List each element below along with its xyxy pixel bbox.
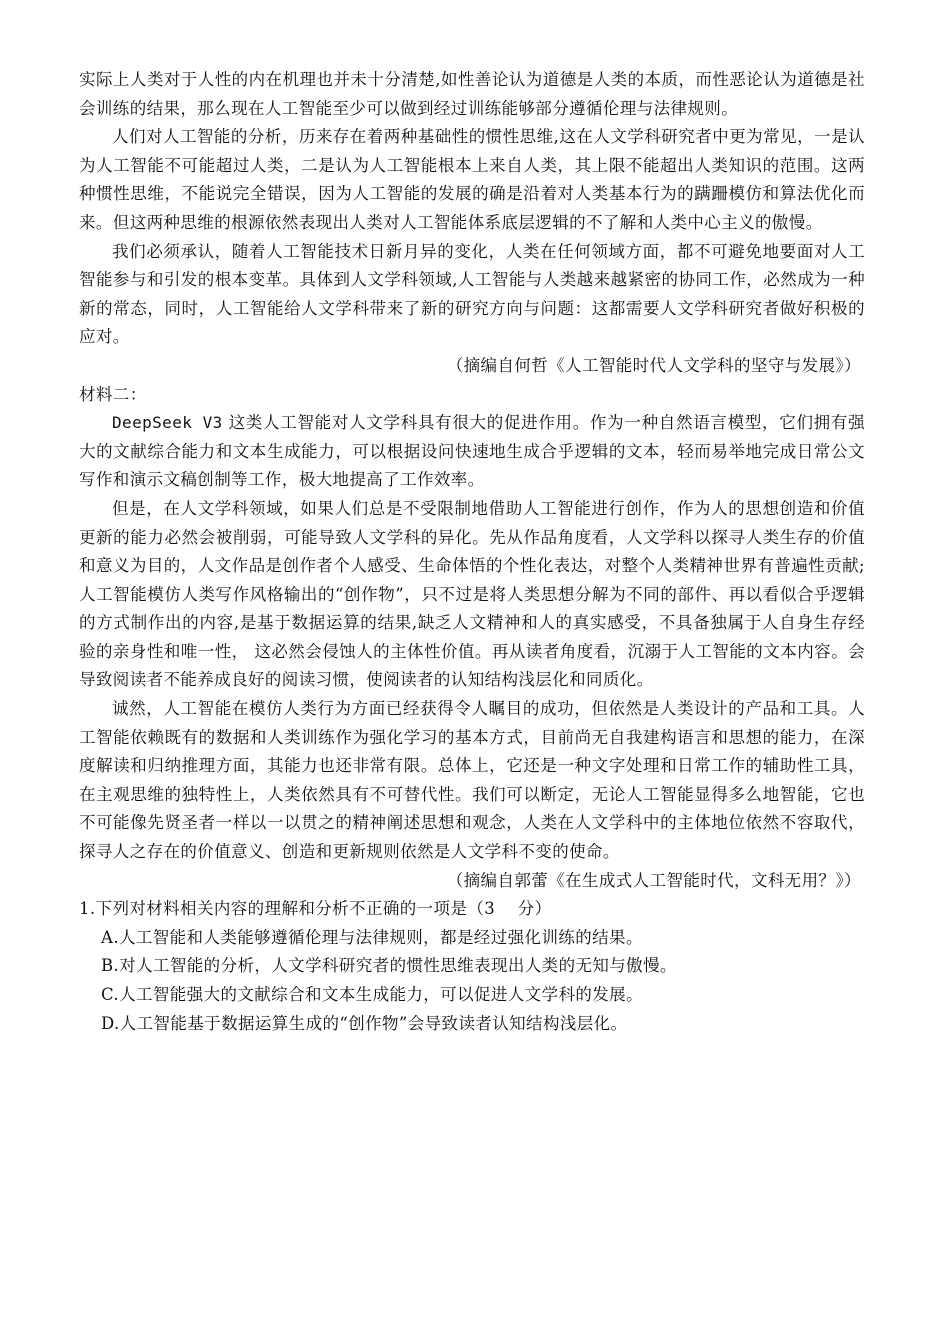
- material-one-paragraph-2: 人们对人工智能的分析，历来存在着两种基础性的惯性思维,这在人文学科研究者中更为常见，一是认为人工智能不可能超过人类，二是认为人工智能根本上来自人类，其上限不能超出人类知识的范围。这两种惯性思维，不能说完全错误，因为人工智能的发展的确是沿着对人类基本行为的蹒跚模仿和算法优化而来。但这两种思维的根源依然表现出人类对人工智能体系底层逻辑的不了解和人类中心主义的傲慢。: [79, 127, 865, 232]
- material-two-paragraph-3: 诚然，人工智能在模仿人类行为方面已经获得令人瞩目的成功，但依然是人类设计的产品和工具。人工智能依赖既有的数据和人类训练作为强化学习的基本方式，目前尚无自我建构语言和思想的能力，在深度解读和归纳推理方面，其能力也还非常有限。总体上，它还是一种文字处理和日常工作的辅助性工具，在主观思维的独特性上，人类依然具有不可替代性。我们可以断定，无论人工智能显得多么地智能，它也不可能像先贤圣者一样以一以贯之的精神阐述思想和观念，人类在人文学科中的主体地位依然不容取代，探寻人之存在的价值意义、创造和更新规则依然是人文学科不变的使命。: [79, 699, 865, 862]
- question-stem: 1.下列对材料相关内容的理解和分析不正确的一项是（3 分）: [79, 899, 552, 919]
- question-option-b: B.对人工智能的分析，人文学科研究者的惯性思维表现出人类的无知与傲慢。: [101, 956, 677, 976]
- exam-page: [79, 66, 865, 1038]
- material-two-label: 材料二：: [79, 384, 147, 404]
- material-two-paragraph-2: 但是，在人文学科领域，如果人们总是不受限制地借助人工智能进行创作，作为人的思想创造和价值更新的能力必然会被削弱，可能导致人文学科的异化。先从作品角度看，人文学科以探寻人类生存的价值和意义为目的，人文作品是创作者个人感受、生命体悟的个性化表达，对整个人类精神世界有普遍性贡献;人工智能模仿人类写作风格输出的“创作物”，只不过是将人类思想分解为不同的部件、再以看似合乎逻辑的方式制作出的内容,是基于数据运算的结果,缺乏人文精神和人的真实感受，不具备独属于人自身生存经验的亲身性和唯一性， 这必然会侵蚀人的主体性价值。再从读者角度看，沉溺于人工智能的文本内容。会导致阅读者不能养成良好的阅读习惯，使阅读者的认知结构浅层化和同质化。: [79, 498, 865, 690]
- question-option-a: A.人工智能和人类能够遵循伦理与法律规则，都是经过强化训练的结果。: [101, 927, 643, 947]
- material-two-source: （摘编自郭蕾《在生成式人工智能时代，文科无用？》）: [446, 870, 861, 890]
- question-option-c: C.人工智能强大的文献综合和文本生成能力，可以促进人文学科的发展。: [101, 985, 643, 1004]
- material-two-paragraph-1-text: 这类人工智能对人文学科具有很大的促进作用。作为一种自然语言模型，它们拥有强大的文献综合能力和文本生成能力，可以根据设问快速地生成合乎逻辑的文本，轻而易举地完成日常公文写作和演示文稿创制等工作，极大地提高了工作效率。: [79, 413, 865, 490]
- question-option-d: D.人工智能基于数据运算生成的“创作物”会导致读者认知结构浅层化。: [101, 1013, 628, 1033]
- material-two-paragraph-1: [79, 409, 865, 495]
- material-one-paragraph-1: 实际上人类对于人性的内在机理也并未十分清楚,如性善论认为道德是人类的本质，而性恶论认为道德是社会训练的结果，那么现在人工智能至少可以做到经过训练能够部分遵循伦理与法律规则。: [79, 70, 865, 118]
- material-one-source: （摘编自何哲《人工智能时代人文学科的坚守与发展》）: [446, 355, 861, 375]
- deepseek-model-name: DeepSeek V3: [112, 413, 223, 433]
- material-one-paragraph-3: 我们必须承认，随着人工智能技术日新月异的变化，人类在任何领域方面，都不可避免地要面对人工智能参与和引发的根本变革。具体到人文学科领域,人工智能与人类越来越紧密的协同工作，必然成为一种新的常态，同时，人工智能给人文学科带来了新的研究方向与问题：这都需要人文学科研究者做好积极的应对。: [79, 241, 865, 347]
